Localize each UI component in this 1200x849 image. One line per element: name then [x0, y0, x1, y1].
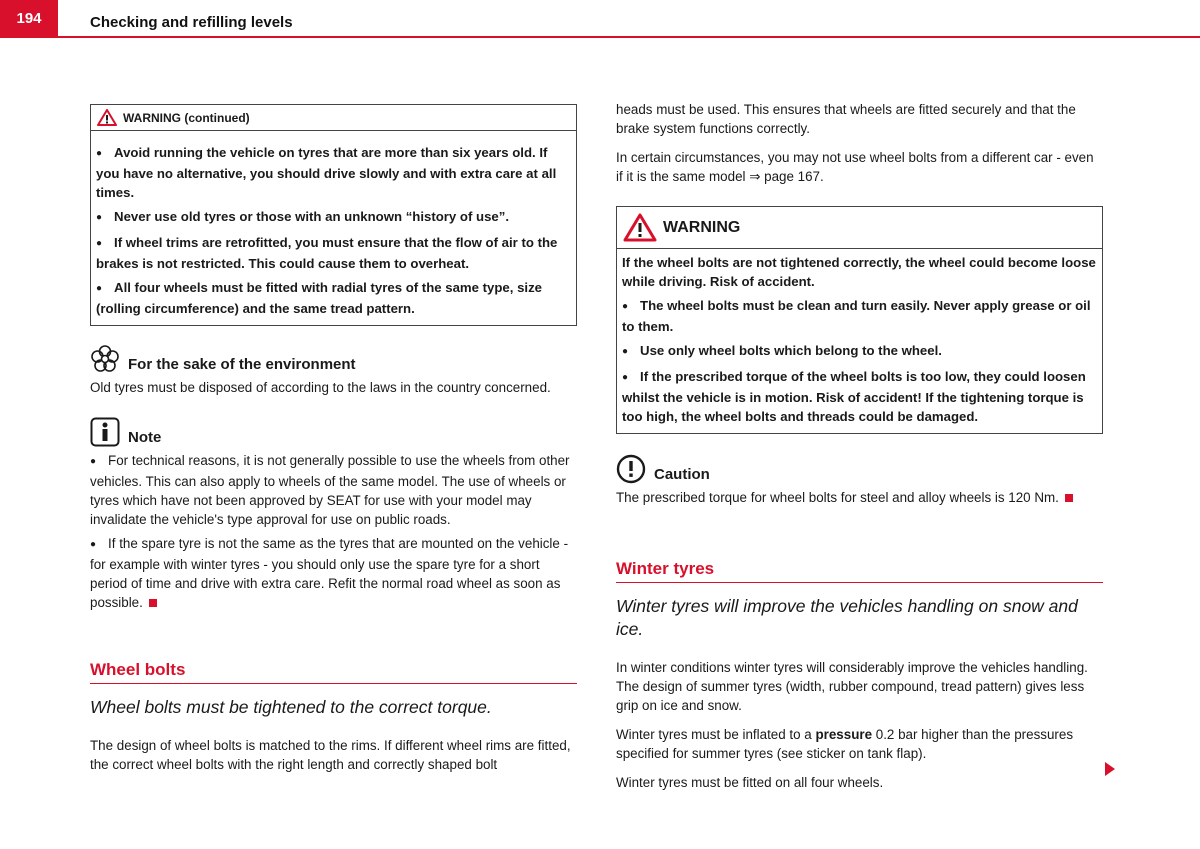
flower-icon: [90, 344, 120, 374]
warning-item: ● If the prescribed torque of the wheel bolts is too low, they could loosen whilst the vehicle is in motion. Risk of accident! If the tightening torque is too high, the wheel bolts and threads could be damaged.: [622, 367, 1097, 426]
caution-text: The prescribed torque for wheel bolts for steel and alloy wheels is 120 Nm.: [616, 488, 1103, 507]
warning-intro: If the wheel bolts are not tightened correctly, the wheel could become loose while driving. Risk of accident.: [622, 255, 1096, 289]
page-header: [0, 0, 1200, 38]
note-item: ● For technical reasons, it is not generally possible to use the wheels from other vehicles. This can also apply to wheels of the same model. The use of wheels or tyres which have not been approved by SEAT for use with your model may invalidate the vehicle's type approval for use on public roads.: [90, 451, 577, 529]
warning-label: WARNING: [663, 218, 741, 236]
end-mark: [149, 599, 157, 607]
exclamation-circle-icon: [616, 454, 646, 484]
environment-section: [90, 344, 577, 397]
info-icon: [90, 417, 120, 447]
warning-continued-body: [91, 131, 576, 325]
winter-tyres-p2: Winter tyres must be inflated to a pressure 0.2 bar higher than the pressures specified for summer tyres (see sticker on tank flap).: [616, 727, 1074, 761]
caution-section: [616, 454, 1103, 507]
page-title: Checking and refilling levels: [90, 14, 293, 31]
warning-item: ● Avoid running the vehicle on tyres that are more than six years old. If you have no alternative, you should drive slowly and with extra care at all times.: [96, 143, 571, 202]
winter-tyres-section: [616, 559, 1103, 792]
environment-label: For the sake of the environment: [128, 356, 356, 373]
paragraph-bolts-other-car: In certain circumstances, you may not use wheel bolts from a different car - even if it is the same model ⇒ page 167.: [616, 150, 1094, 184]
winter-tyres-title: Winter tyres: [616, 559, 1103, 583]
warning-continued-box: [90, 104, 577, 326]
wheel-bolts-title: Wheel bolts: [90, 660, 577, 684]
winter-tyres-p1: In winter conditions winter tyres will considerably improve the vehicles handling. The design of summer tyres (width, rubber compound, tread pattern) gives less grip on ice and snow.: [616, 660, 1088, 713]
winter-tyres-p3: Winter tyres must be fitted on all four wheels.: [616, 775, 884, 790]
environment-text: Old tyres must be disposed of according to the laws in the country concerned.: [90, 380, 551, 395]
next-page-arrow-icon: [1105, 762, 1115, 776]
wheel-bolts-section: [90, 660, 577, 774]
warning-header: [617, 207, 1102, 249]
winter-tyres-lead: Winter tyres will improve the vehicles handling on snow and ice.: [616, 596, 1078, 639]
note-section: [90, 417, 577, 612]
warning-triangle-icon: [623, 213, 657, 242]
note-label: Note: [128, 429, 162, 446]
warning-item: ● All four wheels must be fitted with radial tyres of the same type, size (rolling circumference) and the same tread pattern.: [96, 278, 571, 318]
left-column: [90, 100, 577, 774]
right-column: [616, 100, 1103, 792]
warning-continued-label: WARNING (continued): [123, 110, 250, 125]
warning-item: ● Use only wheel bolts which belong to the wheel.: [622, 341, 1097, 362]
end-mark: [1065, 494, 1073, 502]
continued-text: heads must be used. This ensures that wheels are fitted securely and that the brake system functions correctly.: [616, 102, 1076, 136]
warning-item: ● If wheel trims are retrofitted, you must ensure that the flow of air to the brakes is not restricted. This could cause them to overheat.: [96, 233, 571, 273]
warning-item: ● The wheel bolts must be clean and turn easily. Never apply grease or oil to them.: [622, 296, 1097, 336]
wheel-bolts-lead: Wheel bolts must be tightened to the correct torque.: [90, 697, 492, 717]
warning-item: ● Never use old tyres or those with an unknown “history of use”.: [96, 207, 571, 228]
wheel-bolts-text: The design of wheel bolts is matched to the rims. If different wheel rims are fitted, the correct wheel bolts with the right length and correctly shaped bolt: [90, 738, 571, 772]
warning-continued-header: [91, 105, 576, 131]
warning-body: [617, 249, 1102, 433]
warning-triangle-icon: [97, 109, 117, 126]
note-item: ● If the spare tyre is not the same as the tyres that are mounted on the vehicle - for example with winter tyres - you should only use the spare tyre for a short period of time and drive with extra care. Refit the normal road wheel as soon as possible.: [90, 534, 577, 612]
warning-box: [616, 206, 1103, 434]
caution-label: Caution: [654, 466, 710, 483]
page-number: 194: [0, 0, 58, 36]
